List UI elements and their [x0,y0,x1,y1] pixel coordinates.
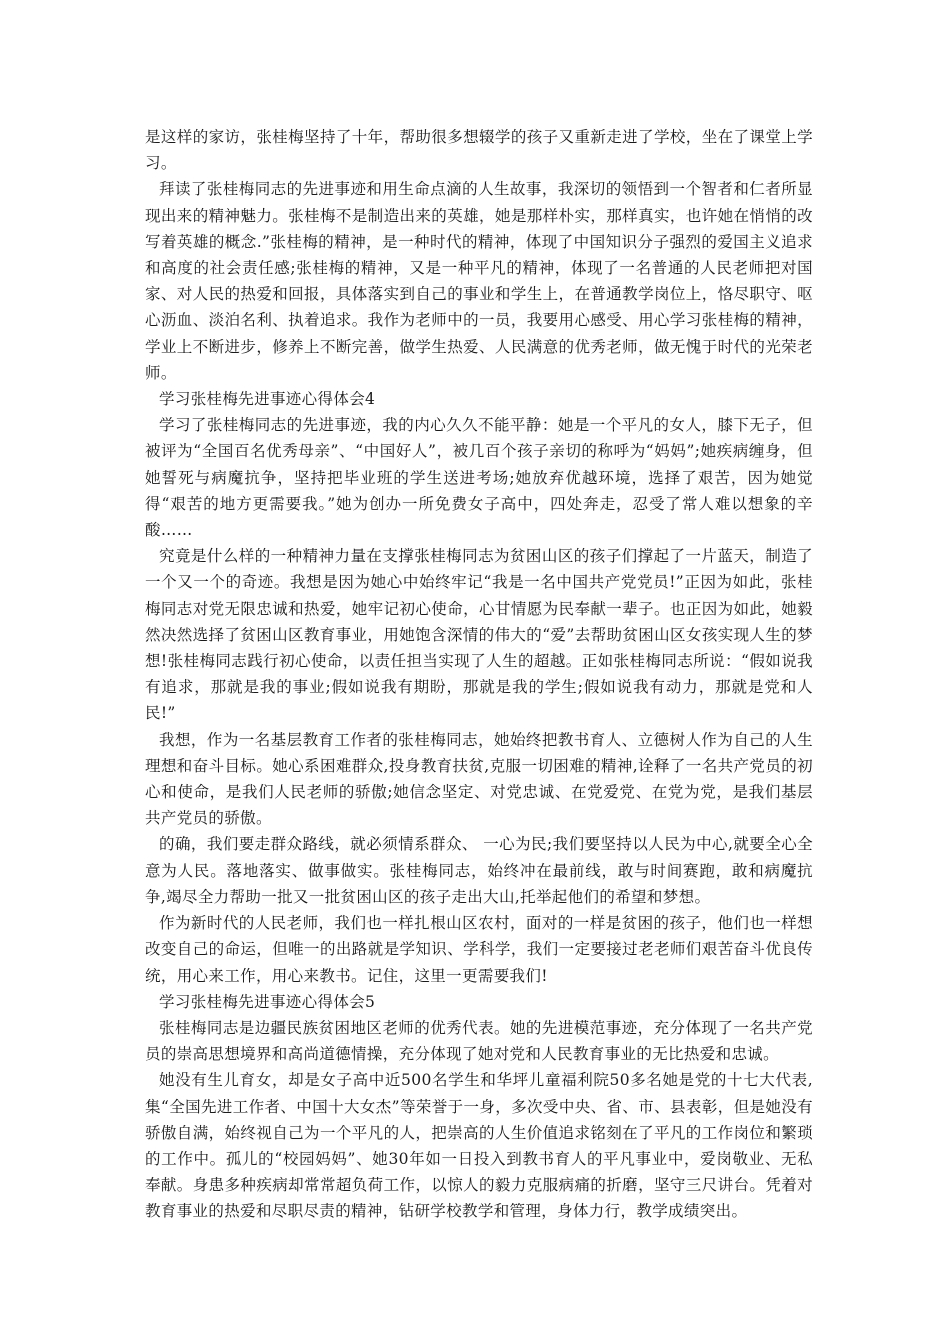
paragraph: 我想，作为一名基层教育工作者的张桂梅同志，她始终把教书育人、立德树人作为自己的人生理想和奋斗目标。她心系困难群众,投身教育扶贫,克服一切困难的精神,诠释了一名共产党员的初心和使命，是我们人民老师的骄傲;她信念坚定、对党忠诚、在党爱党、在党为党，是我们基层共产党员的骄傲。 [145,730,813,828]
section-heading: 学习张桂梅先进事迹心得体会4 [159,390,376,409]
paragraph: 拜读了张桂梅同志的先进事迹和用生命点滴的人生故事，我深切的领悟到一个智者和仁者所显现出来的精神魅力。张桂梅不是制造出来的英雄，她是那样朴实，那样真实，也许她在悄悄的改写着英雄的概念.”张桂梅的精神，是一种时代的精神，体现了中国知识分子强烈的爱国主义追求和高度的社会责任感;张桂梅的精神，又是一种平凡的精神，体现了一名普通的人民老师把对国家、对人民的热爱和回报，具体落实到自己的事业和学生上，在普通教学岗位上，恪尽职守、呕心沥血、淡泊名利、执着追求。我作为老师中的一员，我要用心感受、用心学习张桂梅的精神，学业上不断进步，修养上不断完善，做学生热爱、人民满意的优秀老师，做无愧于时代的光荣老师。 [145,180,813,382]
paragraph: 学习了张桂梅同志的先进事迹，我的内心久久不能平静：她是一个平凡的女人，膝下无子，但被评为“全国百名优秀母亲”、“中国好人”，被几百个孩子亲切的称呼为“妈妈”;她疾病缠身，但她誓死与病魔抗争，坚持把毕业班的学生送进考场;她放弃优越环境，选择了艰苦，因为她觉得“艰苦的地方更需要我。”她为创办一所免费女子高中，四处奔走，忍受了常人难以想象的辛酸…… [145,416,813,540]
section-heading: 学习张桂梅先进事迹心得体会5 [159,992,376,1011]
document-body [145,124,813,1225]
paragraph: 张桂梅同志是边疆民族贫困地区老师的优秀代表。她的先进模范事迹，充分体现了一名共产党员的崇高思想境界和高尚道德情操，充分体现了她对党和人民教育事业的无比热爱和忠诚。 [145,1018,813,1064]
paragraph: 的确，我们要走群众路线，就必须情系群众、 一心为民;我们要坚持以人民为中心,就要全心全意为人民。落地落实、做事做实。张桂梅同志，始终冲在最前线，敢与时间赛跑，敢和病魔抗争,竭尽全力帮助一批又一批贫困山区的孩子走出大山,托举起他们的希望和梦想。 [145,835,813,906]
paragraph: 究竟是什么样的一种精神力量在支撑张桂梅同志为贫困山区的孩子们撑起了一片蓝天，制造了一个又一个的奇迹。我想是因为她心中始终牢记“我是一名中国共产党党员!”正因为如此，张桂梅同志对党无限忠诚和热爱，她牢记初心使命，心甘情愿为民奉献一辈子。也正因为如此，她毅然决然选择了贫困山区教育事业，用她饱含深情的伟大的“爱”去帮助贫困山区女孩实现人生的梦想!张桂梅同志践行初心使命，以责任担当实现了人生的超越。正如张桂梅同志所说：“假如说我有追求，那就是我的事业;假如说我有期盼，那就是我的学生;假如说我有动力，那就是党和人民!” [145,547,813,723]
paragraph: 她没有生儿育女，却是女子高中近500名学生和华坪儿童福利院50多名她是党的十七大代表,集“全国先进工作者、中国十大女杰”等荣誉于一身，多次受中央、省、市、县表彰，但是她没有骄傲自满，始终视自己为一个平凡的人，把崇高的人生价值追求铭刻在了平凡的工作岗位和繁琐的工作中。孤儿的“校园妈妈”、她30年如一日投入到教书育人的平凡事业中，爱岗敬业、无私奉献。身患多种疾病却常常超负荷工作，以惊人的毅力克服病痛的折磨，坚守三尺讲台。凭着对教育事业的热爱和尽职尽责的精神，钻研学校教学和管理，身体力行，教学成绩突出。 [145,1071,813,1221]
paragraph: 作为新时代的人民老师，我们也一样扎根山区农村，面对的一样是贫困的孩子，他们也一样想改变自己的命运，但唯一的出路就是学知识、学科学，我们一定要接过老老师们艰苦奋斗优良传统，用心来工作，用心来教书。记住，这里一更需要我们! [145,914,813,985]
paragraph: 是这样的家访，张桂梅坚持了十年，帮助很多想辍学的孩子又重新走进了学校，坐在了课堂上学习。 [145,128,813,173]
